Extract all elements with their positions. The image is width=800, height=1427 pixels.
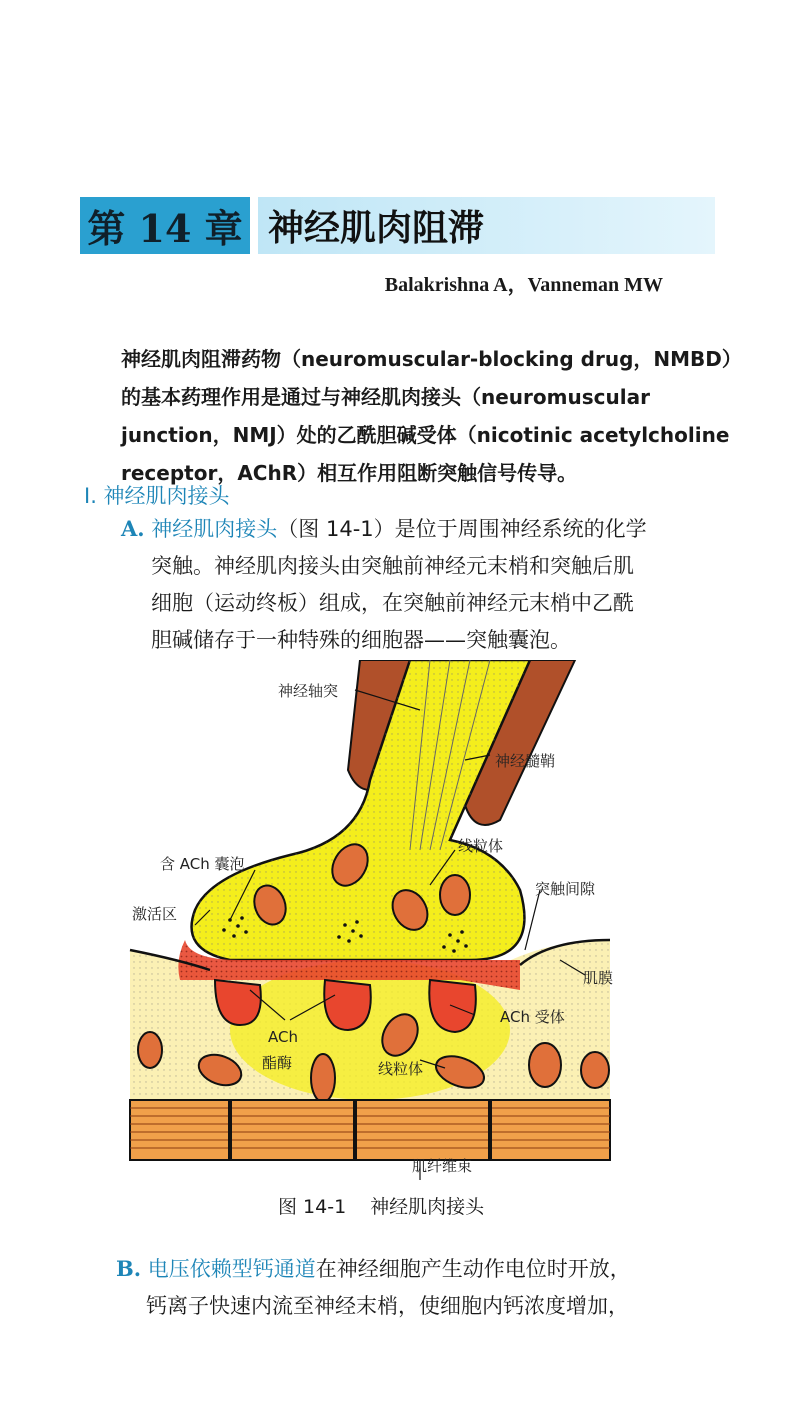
chapter-title: 神经肌肉阻滞	[258, 197, 715, 254]
label-muscle-fiber: 肌纤维束	[412, 1157, 473, 1175]
caption-number: 图 14-1	[278, 1196, 347, 1218]
item-letter: A.	[121, 516, 145, 541]
item-a	[121, 510, 647, 659]
intro-paragraph	[121, 340, 742, 492]
caption-text: 神经肌肉接头	[370, 1196, 485, 1218]
section-heading: Ⅰ. 神经肌肉接头	[84, 484, 230, 508]
label-sarcolemma: 肌膜	[583, 969, 614, 987]
item-text: 钙离子快速内流至神经末梢，使细胞内钙浓度增加，	[146, 1294, 629, 1318]
label-active-zone: 激活区	[132, 905, 178, 923]
intro-line: 的基本药理作用是通过与神经肌肉接头（neuromuscular	[121, 385, 650, 409]
label-ach-receptor: ACh 受体	[500, 1008, 565, 1026]
item-text: 突触。神经肌肉接头由突触前神经元末梢和突触后肌	[151, 554, 634, 578]
label-vesicle: 含 ACh 囊泡	[160, 855, 245, 873]
label-synaptic-cleft: 突触间隙	[535, 880, 596, 898]
item-keyword: 神经肌肉接头	[151, 517, 278, 541]
nmj-illustration	[120, 660, 620, 1190]
item-keyword: 电压依赖型钙通道	[147, 1257, 316, 1281]
label-ache-1: ACh	[268, 1028, 298, 1046]
chapter-number: 第 14 章	[80, 197, 250, 254]
item-text: 在神经细胞产生动作电位时开放，	[315, 1257, 631, 1281]
item-text: （图 14-1）是位于周围神经系统的化学	[277, 517, 647, 541]
label-myelin: 神经髓鞘	[495, 752, 556, 770]
figure-caption	[278, 1192, 508, 1219]
authors: Balakrishna A，Vanneman MW	[384, 274, 663, 296]
label-axon: 神经轴突	[278, 682, 339, 700]
intro-line: receptor，AChR）相互作用阻断突触信号传导。	[121, 461, 578, 485]
intro-line: junction，NMJ）处的乙酰胆碱受体（nicotinic acetylcholine	[121, 423, 730, 447]
item-text: 胆碱储存于一种特殊的细胞器——突触囊泡。	[151, 628, 571, 652]
nmj-figure	[120, 660, 620, 1190]
intro-line: 神经肌肉阻滞药物（neuromuscular-blocking drug，NMBD）	[121, 347, 742, 371]
label-ache-2: 酯酶	[262, 1054, 293, 1072]
chapter-header	[80, 197, 715, 254]
label-mitochondria-bottom: 线粒体	[378, 1060, 424, 1078]
item-letter: B.	[116, 1256, 142, 1281]
item-text: 细胞（运动终板）组成，在突触前神经元末梢中乙酰	[151, 591, 634, 615]
item-b	[116, 1250, 631, 1325]
label-mitochondria-top: 线粒体	[458, 837, 504, 855]
